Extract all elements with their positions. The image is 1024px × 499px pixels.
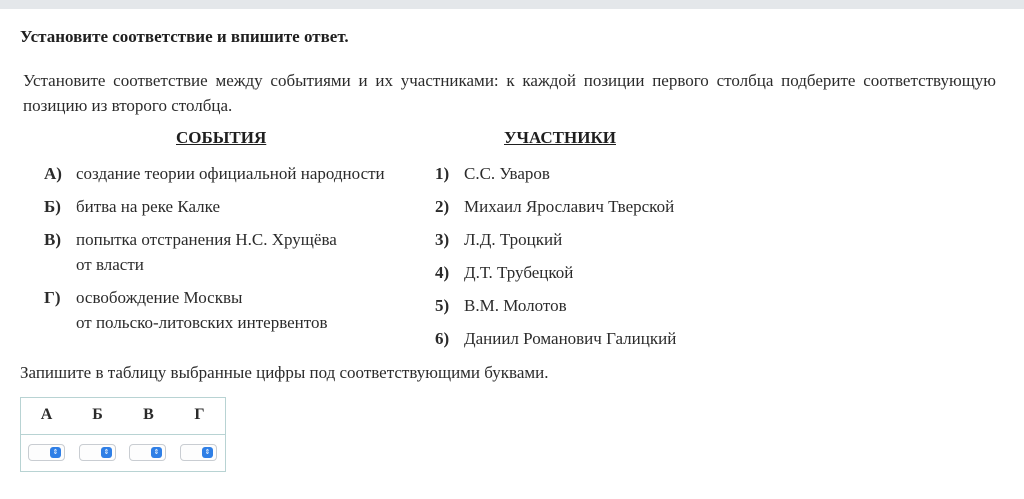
- event-key: А): [44, 164, 62, 183]
- answer-select-g[interactable]: [180, 444, 217, 461]
- event-text: попытка отстранения Н.С. Хрущёва: [76, 230, 337, 249]
- event-key: Б): [44, 197, 61, 216]
- answer-table-header: [21, 398, 225, 435]
- answer-header-v: В: [143, 406, 154, 423]
- updown-chevron-icon: ⇕: [101, 447, 112, 458]
- answer-instruction: Запишите в таблицу выбранные цифры под соответствующими буквами.: [20, 363, 549, 382]
- participant-key: 6): [435, 329, 450, 348]
- events-title: СОБЫТИЯ: [176, 128, 267, 147]
- participants-title: УЧАСТНИКИ: [504, 128, 616, 147]
- updown-chevron-icon: ⇕: [202, 447, 213, 458]
- participant-key: 5): [435, 296, 450, 315]
- participant-text: Л.Д. Троцкий: [464, 230, 563, 249]
- participant-key: 3): [435, 230, 450, 249]
- participant-text: С.С. Уваров: [464, 164, 550, 183]
- task-heading: Установите соответствие и впишите ответ.: [20, 27, 349, 46]
- participant-key: 4): [435, 263, 450, 282]
- event-text: создание теории официальной народности: [76, 164, 385, 183]
- event-text-cont: от власти: [76, 255, 144, 274]
- answer-header-b: Б: [92, 406, 103, 423]
- top-bar: [0, 0, 1024, 9]
- participant-text: Даниил Романович Галицкий: [464, 329, 677, 348]
- answer-select-b[interactable]: [79, 444, 116, 461]
- updown-chevron-icon: ⇕: [151, 447, 162, 458]
- event-key: В): [44, 230, 61, 249]
- participant-text: В.М. Молотов: [464, 296, 567, 315]
- answer-header-a: А: [40, 406, 53, 423]
- updown-chevron-icon: ⇕: [50, 447, 61, 458]
- participant-text: Михаил Ярославич Тверской: [464, 197, 675, 216]
- participant-text: Д.Т. Трубецкой: [464, 263, 574, 282]
- event-text-cont: от польско-литовских интервентов: [76, 313, 328, 332]
- answer-header-g: Г: [194, 406, 205, 423]
- answer-table: [20, 397, 226, 472]
- participant-key: 2): [435, 197, 450, 216]
- participant-key: 1): [435, 164, 450, 183]
- event-key: Г): [44, 288, 61, 307]
- event-text: освобождение Москвы: [76, 288, 243, 307]
- task-text: Установите соответствие между событиями и их участниками: к каждой позиции первого столбца подберите соответствующую позицию из второго столбца.: [23, 71, 996, 115]
- event-text: битва на реке Калке: [76, 197, 221, 216]
- answer-select-v[interactable]: [129, 444, 166, 461]
- answer-select-a[interactable]: [28, 444, 65, 461]
